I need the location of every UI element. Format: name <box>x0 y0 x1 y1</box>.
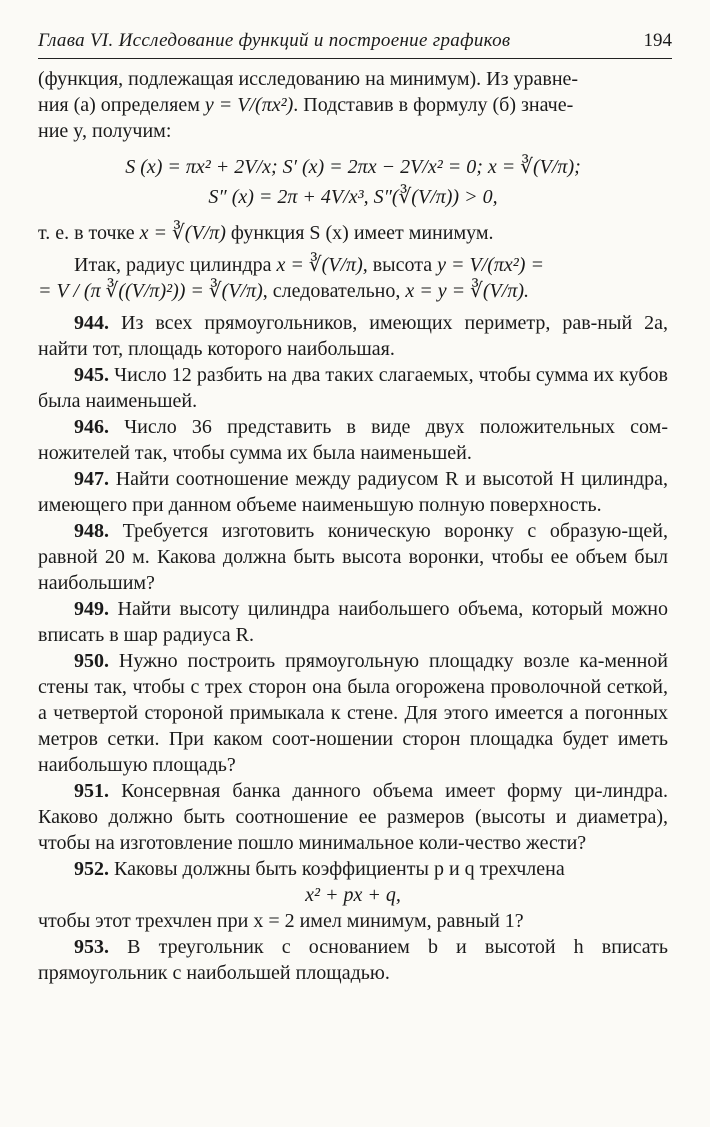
problem-number: 944. <box>74 312 109 334</box>
equation-line-2: S″ (x) = 2π + 4V/x³, S″(∛(V/π)) > 0, <box>208 186 498 208</box>
intro-line-3: ние y, получим: <box>38 120 172 142</box>
problem-number: 948. <box>74 520 109 542</box>
minimum-statement <box>38 220 668 246</box>
problem-text: В треугольник с основанием b и высотой h вписать прямоугольник с наибольшей площадью. <box>38 936 668 984</box>
problem-text: Нужно построить прямоугольную площадку возле ка-менной стены так, чтобы с трех сторон она была огорожена проволочной сеткой, а четвертой стороной примыкала к стене. Для этого имеется a погонных метров сетки. При каком соот-ношении сторон площадка будет иметь наибольшую площадь? <box>38 650 669 776</box>
problem-948 <box>38 518 668 596</box>
problem-946 <box>38 414 668 466</box>
problem-text: Найти высоту цилиндра наибольшего объема, который можно вписать в шар радиуса R. <box>38 598 669 646</box>
problem-number: 945. <box>74 364 109 386</box>
problem-951 <box>38 778 668 856</box>
y-formula: y = V/(πx²) <box>204 94 294 116</box>
problem-number: 952. <box>74 858 109 880</box>
long-equation: = V / (π ∛((V/π)²)) = ∛(V/π) <box>38 280 263 302</box>
problem-number: 951. <box>74 780 109 802</box>
height-formula: y = V/(πx²) = <box>437 254 544 276</box>
trinomial-formula: x² + px + q, <box>305 884 401 906</box>
problem-number: 947. <box>74 468 109 490</box>
page-number: 194 <box>643 30 672 51</box>
problem-952-tail: чтобы этот трехчлен при x = 2 имел минимум, равный 1? <box>38 910 524 932</box>
problem-952 <box>38 856 668 882</box>
running-title: Глава VI. Исследование функций и построение графиков <box>38 30 511 51</box>
problem-953 <box>38 934 668 986</box>
problem-text: Число 36 представить в виде двух положительных сом-ножителей так, чтобы сумма их была наименьшей. <box>38 416 668 464</box>
intro-text-b: . Подставив в формулу (б) значе- <box>293 94 574 116</box>
min-text-b: функция S (x) имеет минимум. <box>230 222 494 244</box>
min-point-formula: x = ∛(V/π) <box>139 222 226 244</box>
result-text-b: высота <box>372 254 433 276</box>
intro-line-1: (функция, подлежащая исследованию на минимум). Из уравне- <box>38 68 579 90</box>
problem-949 <box>38 596 668 648</box>
problem-950 <box>38 648 668 778</box>
page-header <box>38 30 672 59</box>
problem-text: Каковы должны быть коэффициенты p и q трехчлена <box>114 858 565 880</box>
result-text-c: , следовательно, <box>262 280 401 302</box>
equation-line-1: S (x) = πx² + 2V/x; S′ (x) = 2πx − 2V/x² = 0; x = ∛(V/π); <box>125 156 581 178</box>
problem-number: 950. <box>74 650 109 672</box>
problem-947 <box>38 466 668 518</box>
result-text-a: Итак, радиус цилиндра <box>74 254 272 276</box>
page-body <box>38 66 668 986</box>
problem-text: Из всех прямоугольников, имеющих периметр, рав-ный 2a, найти тот, площадь которого наибольшая. <box>38 312 669 360</box>
problem-text: Консервная банка данного объема имеет форму ци-линдра. Каково должно быть соотношение ее размеров (высоты и диаметра), чтобы на изготовление пошло минимальное коли-чество жести? <box>38 780 668 854</box>
result-continued <box>38 278 668 304</box>
problem-944 <box>38 310 668 362</box>
problem-number: 946. <box>74 416 109 438</box>
problem-text: Требуется изготовить коническую воронку с образую-щей, равной 20 м. Какова должна быть высота воронки, чтобы ее объем был наибольшим? <box>38 520 668 594</box>
problem-text: Найти соотношение между радиусом R и высотой H цилиндра, имеющего при данном объеме наименьшую полную поверхность. <box>38 468 668 516</box>
result-statement <box>38 252 668 278</box>
min-text-a: т. е. в точке <box>38 222 135 244</box>
final-equation: x = y = ∛(V/π). <box>405 280 529 302</box>
problem-number: 949. <box>74 598 109 620</box>
intro-text-a: ния (а) определяем <box>38 94 200 116</box>
problem-945 <box>38 362 668 414</box>
problem-text: Число 12 разбить на два таких слагаемых, чтобы сумма их кубов была наименьшей. <box>38 364 669 412</box>
intro-line-2 <box>38 92 668 118</box>
radius-formula: x = ∛(V/π), <box>276 254 368 276</box>
problem-number: 953. <box>74 936 109 958</box>
